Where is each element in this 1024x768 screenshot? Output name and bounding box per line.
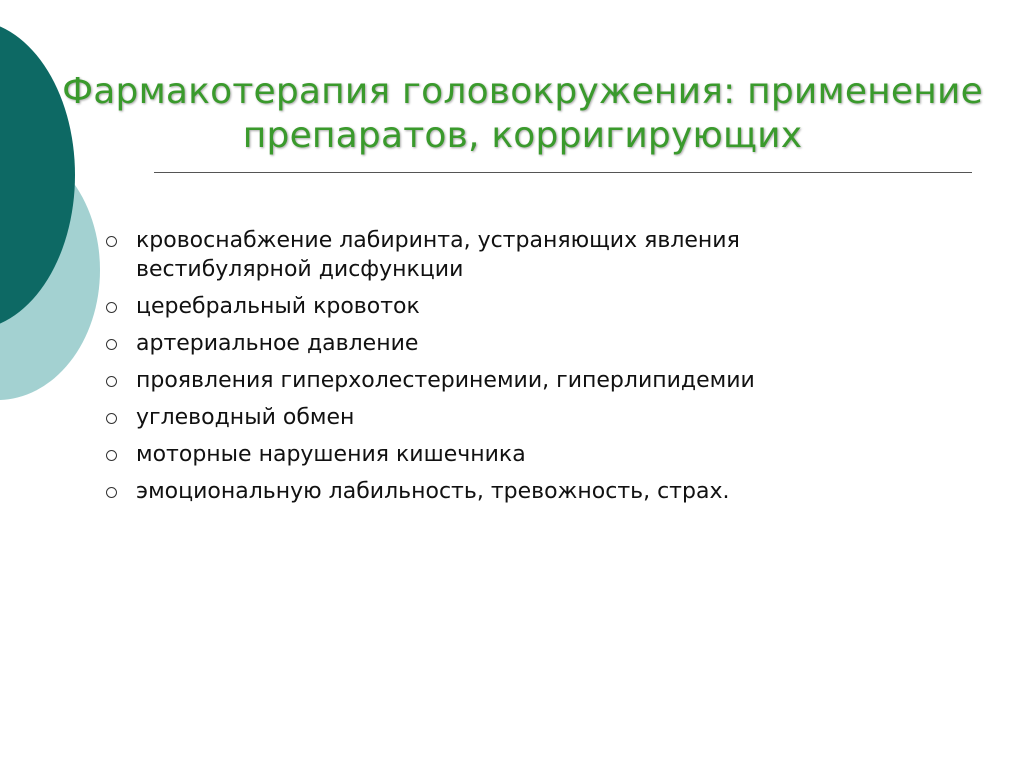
- bullet-text: углеводный обмен: [136, 405, 355, 430]
- bullet-item: [102, 226, 862, 284]
- bullet-text: кровоснабжение лабиринта, устраняющих явления вестибулярной дисфункции: [136, 228, 740, 282]
- bullet-item: [102, 477, 862, 506]
- bullet-item: [102, 440, 862, 469]
- circle-bullet-icon: [106, 487, 117, 498]
- circle-bullet-icon: [106, 450, 117, 461]
- bullet-item: [102, 366, 862, 395]
- circle-bullet-icon: [106, 236, 117, 247]
- bullet-text: эмоциональную лабильность, тревожность, страх.: [136, 479, 730, 504]
- bullet-text: проявления гиперхолестеринемии, гиперлипидемии: [136, 368, 755, 393]
- bullet-text: моторные нарушения кишечника: [136, 442, 526, 467]
- slide-title-line-2: препаратов, корригирующих: [242, 115, 803, 156]
- bullet-list: [102, 226, 862, 514]
- circle-bullet-icon: [106, 339, 117, 350]
- circle-bullet-icon: [106, 413, 117, 424]
- circle-bullet-icon: [106, 302, 117, 313]
- title-divider: [154, 172, 972, 173]
- bullet-item: [102, 292, 862, 321]
- slide-title: [60, 70, 985, 158]
- bullet-item: [102, 329, 862, 358]
- bullet-item: [102, 403, 862, 432]
- bullet-text: артериальное давление: [136, 331, 419, 356]
- circle-bullet-icon: [106, 376, 117, 387]
- slide-title-line-1: Фармакотерапия головокружения: применение: [62, 71, 983, 112]
- bullet-text: церебральный кровоток: [136, 294, 420, 319]
